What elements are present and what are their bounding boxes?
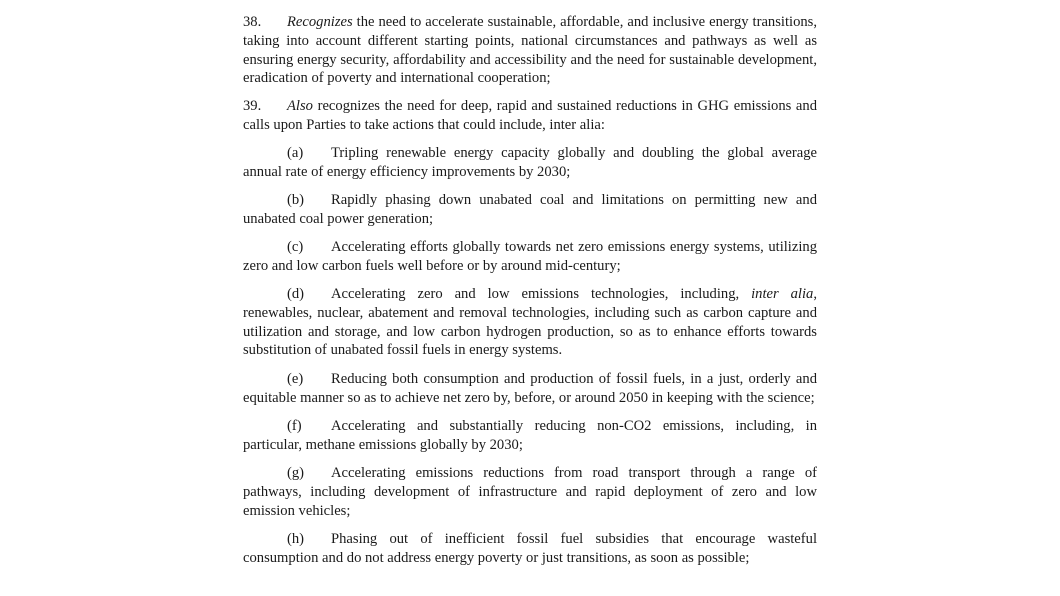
subitem-text-before: Accelerating zero and low emissions technologies, including, [331,286,752,303]
paragraph-38 [243,13,817,88]
subitem-label: (h) [287,530,305,547]
subitem-g [243,464,817,520]
subitem-text: Reducing both consumption and production of fossil fuels, in a just, orderly and equitable manner so as to achieve net zero by, before, or around 2050 in keeping with the science; [243,370,817,406]
subitem-label: (g) [287,464,305,481]
subitem-text: Accelerating emissions reductions from road transport through a range of pathways, including development of infrastructure and rapid deployment of zero and low emission vehicles; [243,464,817,519]
subitem-c [243,238,817,276]
subitem-a [243,144,817,182]
subitem-d [243,285,817,360]
subitem-text: Rapidly phasing down unabated coal and limitations on permitting new and unabated coal power generation; [243,191,817,227]
subitem-b [243,191,817,229]
subitem-label: (d) [287,286,305,303]
subitem-label: (e) [287,370,304,387]
subitem-label: (c) [287,238,304,255]
subitem-label: (a) [287,144,304,161]
subitem-e [243,370,817,408]
paragraph-lead-italic: Also [287,98,313,115]
subitem-h [243,530,817,568]
paragraph-text: the need to accelerate sustainable, affordable, and inclusive energy transitions, taking into account different starting points, national circumstances and pathways as well as ensuring energy security, affordability and accessibility and the need for sustainable development, eradication of poverty and international cooperation; [243,14,817,87]
subitem-label: (b) [287,191,305,208]
subitem-text: Phasing out of inefficient fossil fuel subsidies that encourage wasteful consumption and do not address energy poverty or just transitions, as soon as possible; [243,530,817,566]
subitem-label: (f) [287,417,302,434]
document-page [243,13,817,577]
paragraph-number: 39. [243,98,262,115]
subitem-text: Accelerating and substantially reducing non-CO2 emissions, including, in particular, methane emissions globally by 2030; [243,417,817,453]
subitem-text-after: , renewables, nuclear, abatement and removal technologies, including such as carbon capture and utilization and storage, and low carbon hydrogen production, so as to enhance efforts towards substitution of unabated fossil fuels in energy systems. [243,286,817,359]
subitem-text: Accelerating efforts globally towards net zero emissions energy systems, utilizing zero and low carbon fuels well before or by around mid-century; [243,238,817,274]
paragraph-39 [243,97,817,135]
paragraph-text: recognizes the need for deep, rapid and sustained reductions in GHG emissions and calls upon Parties to take actions that could include, inter alia: [243,98,817,133]
subitem-text: Tripling renewable energy capacity globally and doubling the global average annual rate of energy efficiency improvements by 2030; [243,144,817,180]
paragraph-lead-italic: Recognizes [287,14,353,30]
subitem-f [243,417,817,455]
paragraph-number: 38. [243,14,262,30]
subitem-italic: inter alia [751,286,814,303]
